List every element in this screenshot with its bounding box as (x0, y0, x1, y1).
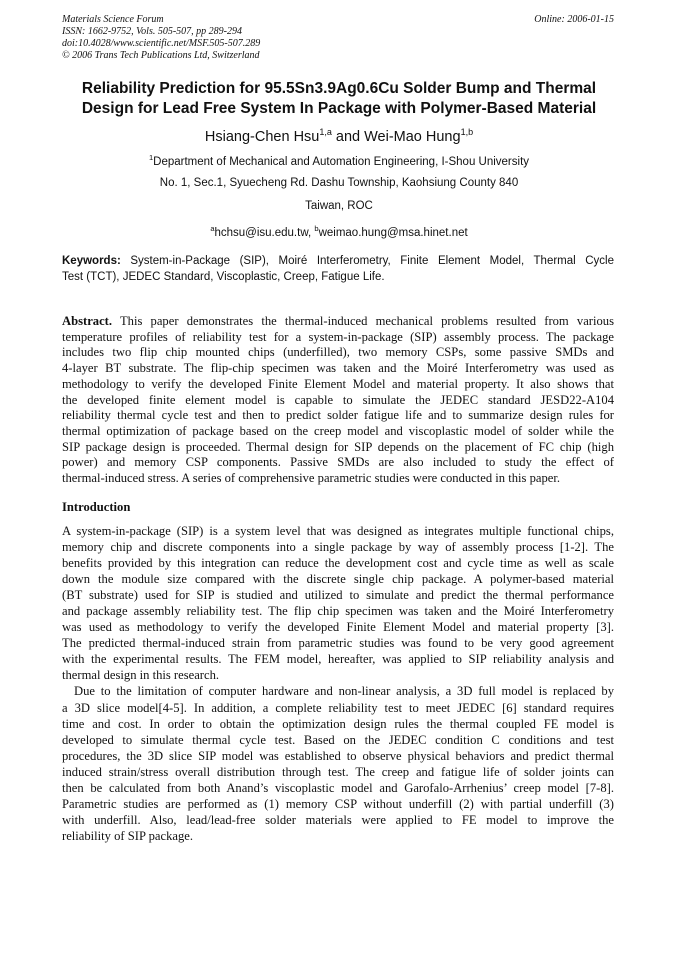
text-line: power) and memory CSP components. Passive SMDs are also included to study the effect of (62, 455, 614, 470)
affiliation-dept (40, 153, 638, 168)
author-emails (40, 224, 638, 239)
text-line: benefits provided by this integration can reduce the development cost and cycle time as well as scale (62, 556, 614, 571)
title-line: Design for Lead Free System In Package with Polymer-Based Material (81, 100, 597, 117)
text-line: 4-layer BT substrate. The flip-chip specimen was taken and the Moiré Interferometry was used as (62, 361, 614, 376)
text-line: reliability thermal cycle test and then to predict solder fatigue life and to summarize design rules for (62, 408, 614, 423)
text-line: includes two flip chip mounted chips (underfilled), two memory CSPs, some passive SMDs and (62, 345, 614, 360)
text-line: reliability of SIP package. (62, 828, 194, 843)
keywords-text: Test (TCT), JEDEC Standard, Viscoplastic, Creep, Fatigue Life. (62, 271, 385, 283)
text-line: thermal-induced stress. A series of comprehensive parametric studies were conducted in this paper. (62, 471, 560, 486)
introduction-body (62, 523, 614, 844)
doi-line: doi:10.4028/www.scientific.net/MSF.505-507.289 (62, 38, 261, 49)
keywords-label: Keywords: (62, 255, 121, 267)
text-line: was used as methodology to verify the developed Finite Element Model and material property [3]. (62, 620, 614, 635)
keywords (62, 253, 614, 285)
keywords-text: System-in-Package (SIP), Moiré Interferometry, Finite Element Model, Thermal Cycle (120, 255, 614, 267)
affiliation-address: No. 1, Sec.1, Syuecheng Rd. Dashu Township, Kaohsiung County 840 (159, 177, 519, 189)
text-line: a 3D slice model[4-5]. In addition, a complete reliability test to meet JEDEC [6] standard requires (62, 700, 614, 715)
text-line: the developed finite element model is capable to simulate the JEDEC standard JESD22-A104 (62, 392, 614, 407)
text-line: thermal design in this research. (62, 668, 220, 683)
text-line: induced strain/stress overall distribution through test. The creep and fatigue life of solder joints can (62, 764, 614, 779)
journal-name: Materials Science Forum (62, 14, 164, 25)
text-line: Due to the limitation of computer hardware and non-linear analysis, a 3D full model is replaced by (74, 684, 614, 699)
issn-line: ISSN: 1662-9752, Vols. 505-507, pp 289-294 (62, 26, 242, 37)
authors (40, 127, 638, 145)
title-line: Reliability Prediction for 95.5Sn3.9Ag0.6Cu Solder Bump and Thermal (81, 80, 597, 97)
text-line: time and cost. In order to obtain the optimization design rules the thermal coupled FE model is (62, 716, 614, 731)
text-line: with underfill. Also, lead/lead-free solder materials were applied to FE model to improve the (62, 812, 614, 827)
text-line (62, 314, 614, 330)
text-line: down the module size compared with the discrete single chip package. A polymer-based material (62, 572, 614, 587)
abstract (62, 314, 614, 487)
affiliation-sup: 1 (148, 153, 154, 162)
text-line: then be calculated from both Anand’s viscoplastic model and Garofalo-Arrhenius’ creep model [7-8]. (62, 780, 614, 795)
text-line: The predicted thermal-induced strain from parametric studies was found to be very good agreement (62, 636, 614, 651)
affiliation-text: Department of Mechanical and Automation Engineering, I-Shou University (153, 155, 530, 168)
text-line: with the experimental results. The FEM model, hereafter, was applied to SIP reliability analysis and (62, 652, 614, 667)
email-sup: a (210, 224, 215, 233)
email-sup: b (314, 224, 319, 233)
text-line: and package assembly reliability test. The flip chip specimen was taken and the Moiré Interferometry (62, 604, 614, 619)
text-line: Parametric studies are performed as (1) memory CSP without underfill (2) with partial underfill (3) (62, 796, 614, 811)
paper-title (40, 79, 638, 119)
text-line: developed to simulate thermal cycle test. Based on the JEDEC condition C conditions and test (62, 732, 614, 747)
affiliation-country: Taiwan, ROC (305, 200, 373, 212)
text-line: memory chip and discrete components into a single package by way of assembly process [1-2]. The (62, 540, 614, 555)
text-line: (BT substrate) used for SIP is studied and utilized to simulate and predict the thermal performance (62, 588, 614, 603)
journal-header (62, 14, 260, 62)
author-name: Hsiang-Chen Hsu (204, 128, 320, 145)
abstract-label: Abstract. (62, 314, 113, 328)
author-sup: 1,b (460, 127, 474, 137)
author-and: and (331, 128, 365, 145)
text-line: thermal optimization of package based on the creep model and viscoplastic model of solder while the (62, 423, 614, 438)
email-link[interactable]: weimao.hung@msa.hinet.net (318, 226, 468, 239)
text-line: A system-in-package (SIP) is a system level that was designed as integrates multiple functional chips, (62, 524, 614, 538)
text-line: methodology to verify the developed Finite Element Model and material property. It also shows that (62, 376, 614, 391)
section-heading-introduction: Introduction (62, 500, 131, 514)
author-name: Wei-Mao Hung (364, 128, 461, 145)
copyright-line: © 2006 Trans Tech Publications Ltd, Switzerland (62, 50, 260, 61)
email-link[interactable]: hchsu@isu.edu.tw, (214, 226, 315, 239)
text-line: procedures, the 3D slice SIP model was established to observe physical behaviors and predict thermal (62, 748, 614, 763)
text-span: This paper demonstrates the thermal-induced mechanical problems resulted from various (112, 314, 614, 328)
online-date: Online: 2006-01-15 (534, 14, 614, 25)
text-line: SIP package design is proceeded. Thermal design for SIP depends on the placement of FC chip (high (62, 439, 614, 454)
author-sup: 1,a (319, 127, 332, 137)
text-line: temperature profiles of reliability test for a system-in-package (SIP) assembly process. The package (62, 329, 614, 344)
